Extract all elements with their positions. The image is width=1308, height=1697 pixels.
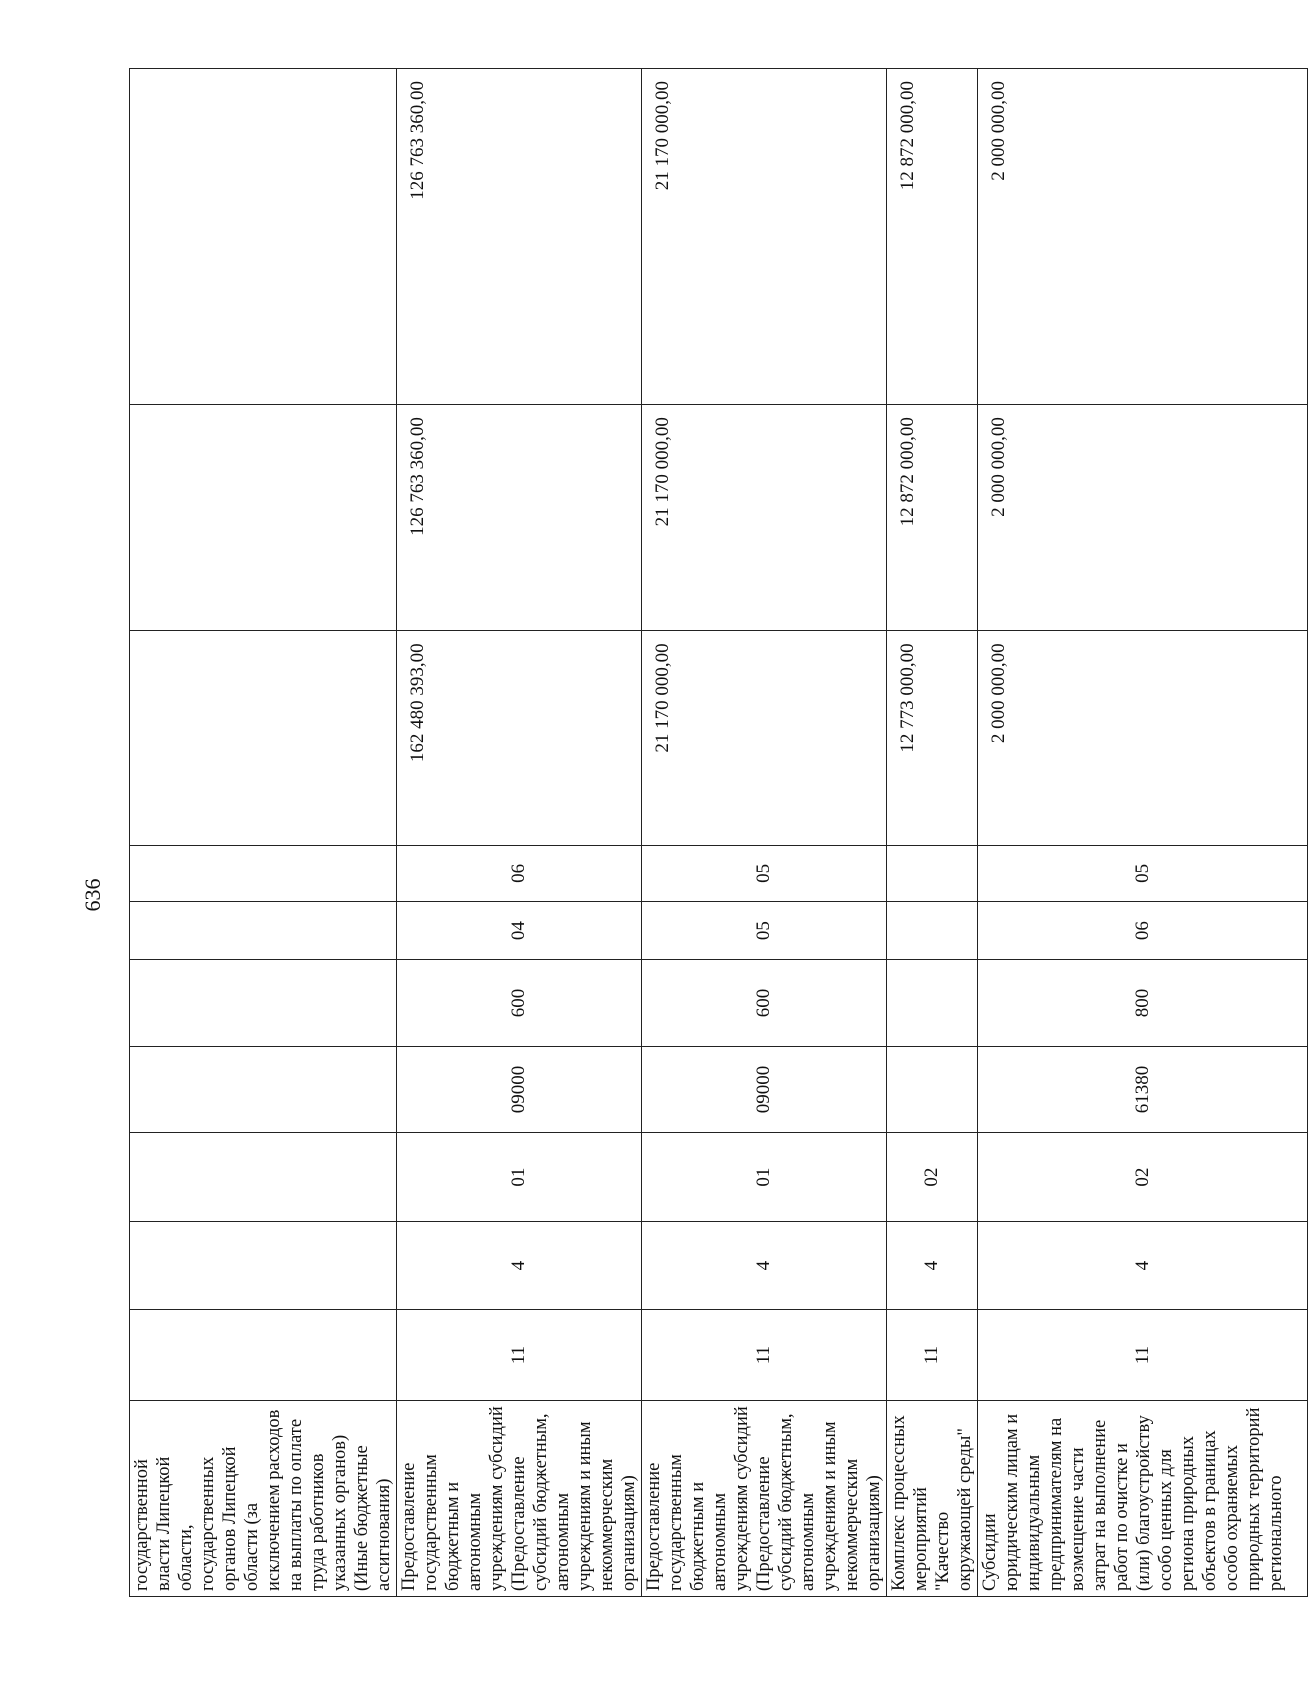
col-5-cell: 600 [397, 960, 642, 1047]
col-2-cell: 4 [978, 1221, 1308, 1310]
col-1-cell: 11 [887, 1310, 978, 1401]
col-7-cell: 06 [397, 845, 642, 901]
amount-1-cell: 12 773 000,00 [887, 631, 978, 845]
amount-1-cell: 21 170 000,00 [642, 631, 887, 845]
amount-1-cell [130, 631, 397, 845]
col-4-cell [130, 1046, 397, 1133]
col-6-cell [887, 901, 978, 959]
col-4-cell: 09000 [642, 1046, 887, 1133]
col-5-cell [887, 960, 978, 1047]
amount-2-cell: 21 170 000,00 [642, 405, 887, 631]
table-body [130, 69, 1308, 1597]
col-3-cell: 02 [978, 1133, 1308, 1222]
amount-2-cell [130, 405, 397, 631]
table-row [397, 69, 642, 1597]
amount-3-cell: 2 000 000,00 [978, 69, 1308, 405]
description-cell: Предоставление государственным бюджетным и автономным учреждениям субсидий (Предоставление субсидий бюджетным, автономным учреждениям и иным некоммерческим организациям) [397, 1400, 642, 1596]
col-4-cell: 09000 [397, 1046, 642, 1133]
page-number: 636 [80, 878, 105, 912]
col-4-cell: 61380 [978, 1046, 1308, 1133]
col-7-cell: 05 [642, 845, 887, 901]
col-7-cell [130, 845, 397, 901]
description-cell: Субсидии юридическим лицам и индивидуальным предпринимателям на возмещение части затрат на выполнение работ по очистке и (или) благоустройству особо ценных для региона природных объектов в границах особо охраняемых природных территорий регионального [978, 1400, 1308, 1596]
rotated-table-wrapper [129, 68, 1286, 1597]
col-5-cell [130, 960, 397, 1047]
col-1-cell [130, 1310, 397, 1401]
col-7-cell: 05 [978, 845, 1308, 901]
amount-2-cell: 2 000 000,00 [978, 405, 1308, 631]
table-row [130, 69, 397, 1597]
table-row [978, 69, 1308, 1597]
col-3-cell: 01 [397, 1133, 642, 1222]
table-row [887, 69, 978, 1597]
amount-3-cell: 12 872 000,00 [887, 69, 978, 405]
col-5-cell: 800 [978, 960, 1308, 1047]
col-3-cell [130, 1133, 397, 1222]
budget-table [129, 68, 1308, 1597]
col-4-cell [887, 1046, 978, 1133]
description-cell: Предоставление государственным бюджетным и автономным учреждениям субсидий (Предоставление субсидий бюджетным, автономным учреждениям и иным некоммерческим организациям) [642, 1400, 887, 1596]
description-cell: Комплекс процессных мероприятий "Качество окружающей среды" [887, 1400, 978, 1596]
col-2-cell: 4 [887, 1221, 978, 1310]
table-row [642, 69, 887, 1597]
col-3-cell: 01 [642, 1133, 887, 1222]
col-2-cell [130, 1221, 397, 1310]
amount-2-cell: 12 872 000,00 [887, 405, 978, 631]
col-6-cell [130, 901, 397, 959]
col-3-cell: 02 [887, 1133, 978, 1222]
amount-2-cell: 126 763 360,00 [397, 405, 642, 631]
col-6-cell: 05 [642, 901, 887, 959]
description-cell: государственной власти Липецкой области, государственных органов Липецкой области (за исключением расходов на выплаты по оплате труда работников указанных органов) (Иные бюджетные ассигнования) [130, 1400, 397, 1596]
col-2-cell: 4 [642, 1221, 887, 1310]
col-6-cell: 04 [397, 901, 642, 959]
col-1-cell: 11 [642, 1310, 887, 1401]
amount-3-cell [130, 69, 397, 405]
col-5-cell: 600 [642, 960, 887, 1047]
amount-1-cell: 162 480 393,00 [397, 631, 642, 845]
col-2-cell: 4 [397, 1221, 642, 1310]
amount-1-cell: 2 000 000,00 [978, 631, 1308, 845]
amount-3-cell: 126 763 360,00 [397, 69, 642, 405]
col-6-cell: 06 [978, 901, 1308, 959]
col-1-cell: 11 [397, 1310, 642, 1401]
col-7-cell [887, 845, 978, 901]
amount-3-cell: 21 170 000,00 [642, 69, 887, 405]
col-1-cell: 11 [978, 1310, 1308, 1401]
